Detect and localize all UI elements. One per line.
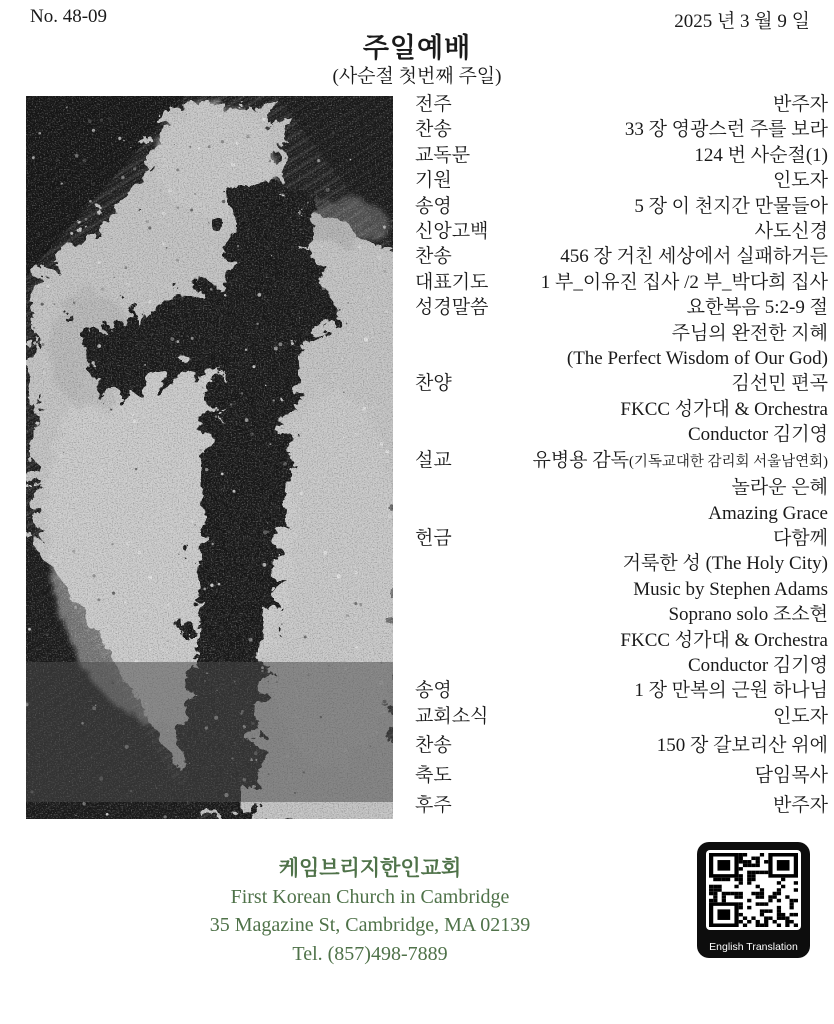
church-name-korean: 케임브리지한인교회 (278, 856, 462, 880)
order-row (415, 628, 828, 653)
order-row (415, 92, 828, 117)
church-info (0, 854, 740, 968)
order-item-value: Music by Stephen Adams (633, 578, 828, 600)
order-item-value: 요한복음 5:2-9 절 (686, 297, 828, 319)
order-row (415, 244, 828, 269)
order-item-value: 김선민 편곡 (731, 373, 828, 395)
order-item-value: Soprano solo 조소현 (668, 604, 828, 626)
order-item-value: 담임목사 (754, 764, 828, 786)
order-item-value: 5 장 이 천지간 만물들아 (634, 195, 828, 217)
page-title: 주일예배 (362, 33, 472, 63)
order-row (415, 397, 828, 422)
order-row (415, 793, 828, 818)
order-row (415, 501, 828, 526)
order-item-value: 33 장 영광스런 주를 보라 (624, 119, 828, 141)
order-item-value: 반주자 (772, 794, 828, 816)
order-item-value: 인도자 (772, 170, 828, 192)
ash-cross-photo (26, 96, 393, 819)
order-row (415, 763, 828, 788)
order-row (415, 526, 828, 551)
order-item-value: 456 장 거친 세상에서 실패하거든 (560, 246, 828, 268)
order-item-value: 124 번 사순절(1) (694, 144, 828, 166)
order-item-label: 대표기도 (415, 271, 489, 293)
order-item-label: 설교 (415, 449, 452, 471)
order-item-label: 전주 (415, 94, 452, 115)
order-item-value: Conductor 김기영 (687, 654, 828, 676)
order-item-value: 인도자 (772, 705, 828, 727)
order-item-value: 반주자 (772, 94, 828, 115)
order-row (415, 143, 828, 168)
order-item-value: 1 장 만복의 근원 하나님 (634, 680, 828, 702)
church-name-english: First Korean Church in Cambridge (230, 885, 510, 908)
order-item-value: FKCC 성가대 & Orchestra (620, 629, 828, 651)
order-row (415, 704, 828, 729)
bulletin-date: 2025 년 3 월 9 일 (674, 11, 810, 32)
order-item-label: 후주 (415, 794, 452, 816)
church-address: 35 Magazine St, Cambridge, MA 02139 (209, 914, 531, 936)
qr-caption: English Translation (709, 941, 798, 953)
order-item-label: 찬송 (415, 246, 452, 268)
order-item-label: 송영 (415, 195, 452, 217)
document-footer (0, 841, 834, 1021)
order-item-value: 150 장 갈보리산 위에 (656, 735, 828, 757)
order-item-value: Conductor 김기영 (687, 424, 828, 446)
order-row (415, 194, 828, 219)
order-row (415, 371, 828, 396)
order-item-value: 다함께 (772, 527, 828, 549)
order-item-label: 송영 (415, 680, 452, 702)
order-row (415, 448, 828, 475)
order-item-label: 교회소식 (415, 705, 489, 727)
order-item-value-sub: (기독교대한 감리회 서울남연회) (629, 453, 828, 470)
order-row (415, 117, 828, 142)
qr-code (697, 842, 810, 958)
order-item-label: 헌금 (415, 527, 452, 549)
order-row (415, 346, 828, 371)
order-item-label: 신앙고백 (415, 221, 489, 243)
bulletin-number: No. 48-09 (30, 6, 108, 27)
qr-pattern (706, 850, 801, 930)
order-item-value: 거룩한 성 (The Holy City) (622, 553, 828, 575)
order-row (415, 321, 828, 346)
order-item-value: FKCC 성가대 & Orchestra (620, 398, 828, 420)
order-row (415, 422, 828, 447)
order-item-label: 교독문 (415, 144, 471, 166)
order-item-label: 찬송 (415, 735, 452, 757)
order-item-label: 찬송 (415, 119, 452, 141)
order-row (415, 270, 828, 295)
order-row (415, 475, 828, 500)
order-of-worship-list (415, 92, 828, 818)
order-item-value: 주님의 완전한 지혜 (671, 322, 828, 344)
order-item-value: 1 부_이유진 집사 /2 부_박다희 집사 (540, 271, 828, 293)
page-subtitle: (사순절 첫번째 주일) (332, 66, 502, 87)
order-item-value: (The Perfect Wisdom of Our God) (566, 348, 828, 370)
order-item-label: 기원 (415, 170, 452, 192)
church-phone: Tel. (857)498-7889 (292, 942, 448, 965)
order-item-value: 놀라운 은혜 (731, 477, 828, 499)
order-item-value (532, 448, 828, 475)
order-item-value: 사도신경 (754, 221, 828, 243)
order-row (415, 678, 828, 703)
order-row (415, 602, 828, 627)
order-row (415, 577, 828, 602)
order-row (415, 168, 828, 193)
order-item-label: 성경말씀 (415, 297, 489, 319)
order-row (415, 551, 828, 576)
photo-overlay-band (26, 662, 393, 802)
order-item-value-main: 유병용 감독 (532, 449, 629, 471)
order-item-label: 찬양 (415, 373, 452, 395)
order-row (415, 653, 828, 678)
order-item-value: Amazing Grace (708, 502, 828, 524)
order-row (415, 295, 828, 320)
order-item-label: 축도 (415, 764, 452, 786)
order-row (415, 219, 828, 244)
order-row (415, 733, 828, 758)
